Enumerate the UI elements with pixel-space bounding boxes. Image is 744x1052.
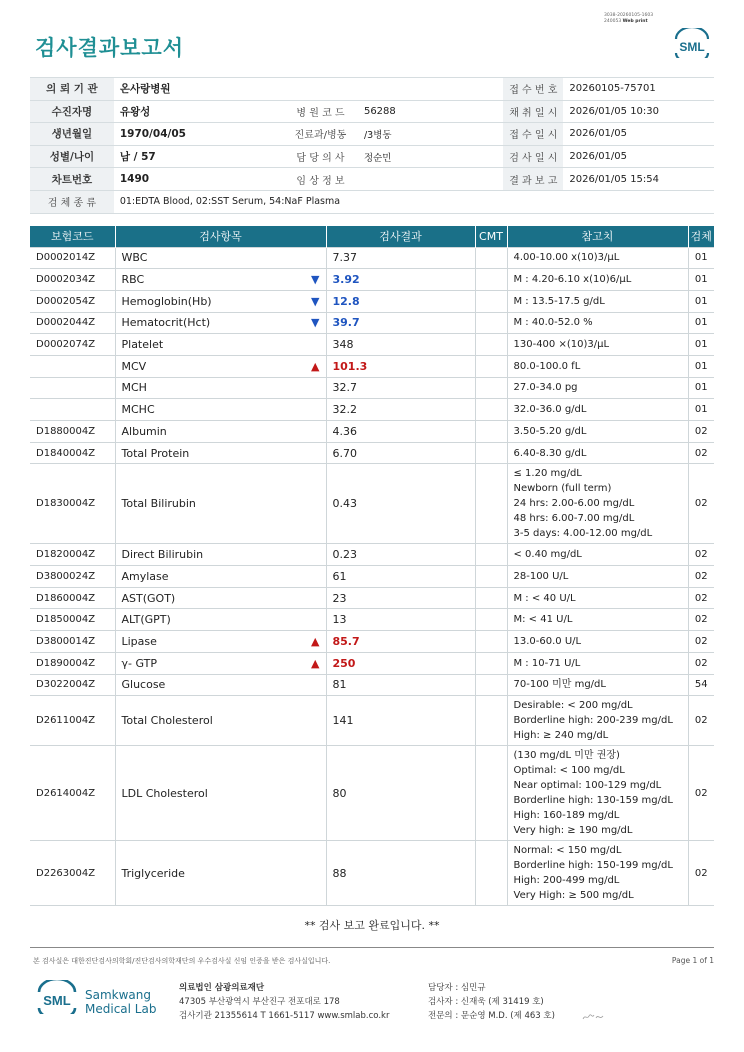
reference-line: 24 hrs: 2.00-6.00 mg/dL bbox=[513, 498, 635, 510]
chart-value: 1490 bbox=[114, 168, 283, 191]
reference-line: Very High: ≥ 500 mg/dL bbox=[513, 890, 634, 902]
insurance-code: D1820004Z bbox=[30, 544, 115, 566]
clinical-label: 임 상 정 보 bbox=[283, 168, 358, 191]
reference-line: 6.40-8.30 g/dL bbox=[513, 447, 587, 459]
test-result bbox=[326, 464, 475, 544]
result-row bbox=[30, 399, 714, 421]
result-value: 61 bbox=[332, 569, 347, 583]
insurance-code: D2263004Z bbox=[30, 841, 115, 906]
reference-line: < 0.40 mg/dL bbox=[513, 549, 582, 561]
reference-line: M : 40.0-52.0 % bbox=[513, 317, 593, 329]
specimen-code: 02 bbox=[688, 841, 714, 906]
result-row bbox=[30, 674, 714, 696]
sexage-value: 남 / 57 bbox=[114, 145, 283, 168]
comment-cell bbox=[475, 269, 507, 291]
insurance-code: D0002034Z bbox=[30, 269, 115, 291]
test-item bbox=[115, 290, 326, 312]
chart-label: 차트번호 bbox=[30, 168, 114, 191]
report-complete-note: ** 검사 보고 완료입니다. ** bbox=[304, 919, 440, 932]
reference-range bbox=[507, 334, 688, 356]
test-name: Direct Bilirubin bbox=[121, 548, 204, 562]
reference-line: 32.0-36.0 g/dL bbox=[513, 404, 587, 416]
result-row bbox=[30, 355, 714, 377]
test-name: Amylase bbox=[121, 569, 169, 583]
test-name: AST(GOT) bbox=[121, 591, 176, 605]
patient-info-table bbox=[30, 77, 714, 214]
result-value: 88 bbox=[332, 866, 347, 880]
test-item bbox=[115, 566, 326, 588]
specimen-code: 02 bbox=[688, 631, 714, 653]
specimen-code: 01 bbox=[688, 334, 714, 356]
test-result bbox=[326, 746, 475, 841]
test-name: RBC bbox=[121, 273, 145, 287]
reference-line: Near optimal: 100-129 mg/dL bbox=[513, 780, 662, 792]
specimen-label: 검 체 종 류 bbox=[30, 190, 114, 213]
reference-line: M : 13.5-17.5 g/dL bbox=[513, 295, 605, 307]
result-row bbox=[30, 652, 714, 674]
reference-line: 27.0-34.0 pg bbox=[513, 382, 578, 394]
comment-cell bbox=[475, 421, 507, 443]
result-row bbox=[30, 290, 714, 312]
reference-range bbox=[507, 631, 688, 653]
comment-cell bbox=[475, 631, 507, 653]
specimen-code: 01 bbox=[688, 377, 714, 399]
result-row bbox=[30, 696, 714, 746]
test-name: Total Protein bbox=[121, 446, 190, 460]
reference-line: 130-400 ×(10)3/μL bbox=[513, 339, 610, 351]
result-value: 4.36 bbox=[332, 424, 357, 438]
reference-range bbox=[507, 247, 688, 269]
result-value: 32.2 bbox=[332, 403, 357, 417]
institution-label: 의 뢰 기 관 bbox=[30, 78, 114, 101]
result-row bbox=[30, 566, 714, 588]
test-result bbox=[326, 377, 475, 399]
result-row bbox=[30, 442, 714, 464]
test-date-label: 검 사 일 시 bbox=[503, 145, 563, 168]
test-name: Lipase bbox=[121, 634, 157, 648]
test-name: LDL Cholesterol bbox=[121, 786, 208, 800]
result-value: 348 bbox=[332, 338, 354, 352]
reference-line: 80.0-100.0 fL bbox=[513, 360, 581, 372]
result-row bbox=[30, 631, 714, 653]
test-result bbox=[326, 631, 475, 653]
reference-line: Borderline high: 150-199 mg/dL bbox=[513, 860, 673, 872]
test-item bbox=[115, 399, 326, 421]
page-number: Page 1 of 1 bbox=[671, 956, 714, 965]
certification-note: 본 검사실은 대한진단검사의학회/진단검사의학재단의 우수검사실 신임 인증을 받은 검사실입니다. bbox=[33, 957, 331, 965]
specimen-code: 02 bbox=[688, 566, 714, 588]
collect-value: 2026/01/05 10:30 bbox=[563, 100, 714, 123]
high-flag-icon: ▲ bbox=[311, 656, 320, 670]
result-value: 7.37 bbox=[332, 251, 357, 265]
test-item bbox=[115, 609, 326, 631]
test-name: Albumin bbox=[121, 424, 167, 438]
reference-range bbox=[507, 290, 688, 312]
test-item bbox=[115, 355, 326, 377]
insurance-code: D3022004Z bbox=[30, 674, 115, 696]
test-result bbox=[326, 674, 475, 696]
reference-line: (130 mg/dL 미만 권장) bbox=[513, 750, 620, 762]
test-result bbox=[326, 290, 475, 312]
reference-range bbox=[507, 442, 688, 464]
low-flag-icon: ▼ bbox=[311, 316, 320, 330]
reference-line: High: 200-499 mg/dL bbox=[513, 875, 620, 887]
specimen-code: 02 bbox=[688, 609, 714, 631]
doctor-value: 정순민 bbox=[358, 145, 483, 168]
result-value: 141 bbox=[332, 714, 354, 728]
reference-range bbox=[507, 355, 688, 377]
insurance-code: D3800014Z bbox=[30, 631, 115, 653]
reference-line: 13.0-60.0 U/L bbox=[513, 635, 582, 647]
test-result bbox=[326, 399, 475, 421]
insurance-code: D2611004Z bbox=[30, 696, 115, 746]
dob-value: 1970/04/05 bbox=[114, 123, 283, 146]
header-ref: 참고치 bbox=[507, 226, 688, 247]
reference-range bbox=[507, 696, 688, 746]
reference-range bbox=[507, 746, 688, 841]
sml-logo bbox=[672, 28, 712, 58]
test-item bbox=[115, 587, 326, 609]
reference-line: 48 hrs: 6.00-7.00 mg/dL bbox=[513, 513, 635, 525]
header-result: 검사결과 bbox=[326, 226, 475, 247]
name-value: 유왕성 bbox=[114, 100, 283, 123]
sexage-label: 성별/나이 bbox=[30, 145, 114, 168]
test-item bbox=[115, 334, 326, 356]
specimen-code: 02 bbox=[688, 421, 714, 443]
specimen-code: 02 bbox=[688, 544, 714, 566]
specimen-code: 02 bbox=[688, 696, 714, 746]
insurance-code: D1850004Z bbox=[30, 609, 115, 631]
collect-label: 채 취 일 시 bbox=[503, 100, 563, 123]
comment-cell bbox=[475, 841, 507, 906]
specimen-code: 54 bbox=[688, 674, 714, 696]
test-name: MCH bbox=[121, 381, 147, 395]
comment-cell bbox=[475, 674, 507, 696]
specimen-code: 01 bbox=[688, 290, 714, 312]
reference-range bbox=[507, 652, 688, 674]
result-value: 80 bbox=[332, 786, 347, 800]
comment-cell bbox=[475, 399, 507, 421]
receipt-date-value: 2026/01/05 bbox=[563, 123, 714, 146]
result-value: 39.7 bbox=[332, 316, 360, 330]
result-value: 0.23 bbox=[332, 548, 357, 562]
test-result bbox=[326, 841, 475, 906]
comment-cell bbox=[475, 544, 507, 566]
insurance-code: D2614004Z bbox=[30, 746, 115, 841]
specimen-value: 01:EDTA Blood, 02:SST Serum, 54:NaF Plasma bbox=[114, 190, 714, 213]
specimen-code: 01 bbox=[688, 269, 714, 291]
test-result bbox=[326, 609, 475, 631]
specimen-code: 02 bbox=[688, 652, 714, 674]
results-table bbox=[30, 226, 714, 906]
comment-cell bbox=[475, 566, 507, 588]
test-item bbox=[115, 696, 326, 746]
test-name: Total Bilirubin bbox=[121, 497, 196, 511]
dept-value: /3병동 bbox=[358, 123, 483, 146]
result-value: 6.70 bbox=[332, 446, 357, 460]
reference-line: Desirable: < 200 mg/dL bbox=[513, 700, 633, 712]
result-value: 250 bbox=[332, 656, 356, 670]
low-flag-icon: ▼ bbox=[311, 294, 320, 308]
reference-line: 70-100 미만 mg/dL bbox=[513, 679, 606, 691]
header-cmt: CMT bbox=[475, 226, 507, 247]
test-name: Total Cholesterol bbox=[121, 714, 213, 728]
organization-info: 의료법인 삼광의료재단 47305 부산광역시 부산진구 전포대로 178 검사기관 21355614 T 1661-5117 www.smlab.co.kr bbox=[179, 983, 390, 1021]
result-value: 23 bbox=[332, 591, 347, 605]
high-flag-icon: ▲ bbox=[311, 359, 320, 373]
comment-cell bbox=[475, 442, 507, 464]
reference-range bbox=[507, 421, 688, 443]
test-item bbox=[115, 247, 326, 269]
result-value: 85.7 bbox=[332, 634, 360, 648]
comment-cell bbox=[475, 247, 507, 269]
test-result bbox=[326, 652, 475, 674]
insurance-code: D1830004Z bbox=[30, 464, 115, 544]
comment-cell bbox=[475, 312, 507, 334]
test-result bbox=[326, 544, 475, 566]
test-item bbox=[115, 312, 326, 334]
receipt-no-value: 20260105-75701 bbox=[563, 78, 714, 101]
insurance-code: D1890004Z bbox=[30, 652, 115, 674]
test-item bbox=[115, 674, 326, 696]
staff-info: 담당자 : 심민규 검사자 : 신재욱 (제 31419 호) 전문의 : 문순영 M.D. (제 463 호) bbox=[428, 983, 555, 1021]
page-title: 검사결과보고서 bbox=[35, 36, 185, 60]
specimen-code: 02 bbox=[688, 746, 714, 841]
institution-value: 온사랑병원 bbox=[114, 78, 483, 101]
reference-range bbox=[507, 399, 688, 421]
reference-range bbox=[507, 377, 688, 399]
test-name: WBC bbox=[121, 251, 148, 265]
header-spec: 검체 bbox=[688, 226, 714, 247]
insurance-code: D0002054Z bbox=[30, 290, 115, 312]
specimen-code: 01 bbox=[688, 247, 714, 269]
receipt-date-label: 접 수 일 시 bbox=[503, 123, 563, 146]
result-row bbox=[30, 841, 714, 906]
reference-line: 4.00-10.00 x(10)3/μL bbox=[513, 252, 620, 264]
insurance-code bbox=[30, 355, 115, 377]
low-flag-icon: ▼ bbox=[311, 273, 320, 287]
lab-name-logo: Samkwang Medical Lab bbox=[85, 988, 157, 1016]
reference-line: M : 4.20-6.10 x(10)6/μL bbox=[513, 274, 632, 286]
test-result bbox=[326, 355, 475, 377]
reference-line: M: < 41 U/L bbox=[513, 614, 573, 626]
reference-line: 3.50-5.20 g/dL bbox=[513, 425, 587, 437]
comment-cell bbox=[475, 377, 507, 399]
hospital-code-value: 56288 bbox=[358, 100, 483, 123]
result-row bbox=[30, 587, 714, 609]
result-row bbox=[30, 609, 714, 631]
result-row bbox=[30, 247, 714, 269]
reference-range bbox=[507, 587, 688, 609]
reference-line: M : < 40 U/L bbox=[513, 592, 576, 604]
insurance-code: D1880004Z bbox=[30, 421, 115, 443]
comment-cell bbox=[475, 652, 507, 674]
svg-text:SML: SML bbox=[43, 993, 71, 1008]
specimen-code: 02 bbox=[688, 442, 714, 464]
reference-range bbox=[507, 609, 688, 631]
comment-cell bbox=[475, 587, 507, 609]
result-row bbox=[30, 464, 714, 544]
reference-range bbox=[507, 464, 688, 544]
signature bbox=[581, 1012, 607, 1022]
test-name: Hemoglobin(Hb) bbox=[121, 294, 212, 308]
insurance-code: D1840004Z bbox=[30, 442, 115, 464]
insurance-code bbox=[30, 377, 115, 399]
result-value: 12.8 bbox=[332, 294, 360, 308]
test-item bbox=[115, 377, 326, 399]
reference-range bbox=[507, 674, 688, 696]
test-item bbox=[115, 746, 326, 841]
result-row bbox=[30, 269, 714, 291]
reference-line: ≤ 1.20 mg/dL bbox=[513, 468, 582, 480]
test-item bbox=[115, 544, 326, 566]
comment-cell bbox=[475, 334, 507, 356]
reference-range bbox=[507, 312, 688, 334]
insurance-code: D0002074Z bbox=[30, 334, 115, 356]
specimen-code: 02 bbox=[688, 587, 714, 609]
test-item bbox=[115, 421, 326, 443]
test-name: Hematocrit(Hct) bbox=[121, 316, 211, 330]
reference-line: M : 10-71 U/L bbox=[513, 657, 581, 669]
result-row bbox=[30, 544, 714, 566]
test-item bbox=[115, 631, 326, 653]
sml-footer-logo bbox=[35, 980, 79, 1014]
test-item bbox=[115, 652, 326, 674]
reference-line: 28-100 U/L bbox=[513, 570, 569, 582]
specimen-code: 01 bbox=[688, 312, 714, 334]
result-value: 0.43 bbox=[332, 497, 357, 511]
comment-cell bbox=[475, 290, 507, 312]
result-value: 81 bbox=[332, 678, 347, 692]
document-number: 3038-20260105-1603 240053 Web print bbox=[604, 13, 654, 24]
test-item bbox=[115, 464, 326, 544]
header-code: 보험코드 bbox=[30, 226, 115, 247]
clinical-value bbox=[358, 168, 483, 191]
insurance-code: D1860004Z bbox=[30, 587, 115, 609]
insurance-code bbox=[30, 399, 115, 421]
reference-line: High: 160-189 mg/dL bbox=[513, 810, 620, 822]
reference-line: High: ≥ 240 mg/dL bbox=[513, 730, 609, 742]
reference-range bbox=[507, 269, 688, 291]
reference-line: Newborn (full term) bbox=[513, 483, 612, 495]
specimen-code: 01 bbox=[688, 399, 714, 421]
test-name: MCV bbox=[121, 359, 147, 373]
dept-label: 진료과/병동 bbox=[283, 123, 358, 146]
high-flag-icon: ▲ bbox=[311, 634, 320, 648]
svg-text:SML: SML bbox=[679, 40, 705, 54]
test-result bbox=[326, 312, 475, 334]
comment-cell bbox=[475, 355, 507, 377]
name-label: 수진자명 bbox=[30, 100, 114, 123]
test-item bbox=[115, 269, 326, 291]
dob-label: 생년월일 bbox=[30, 123, 114, 146]
test-name: MCHC bbox=[121, 403, 155, 417]
test-date-value: 2026/01/05 bbox=[563, 145, 714, 168]
specimen-code: 01 bbox=[688, 355, 714, 377]
result-row bbox=[30, 746, 714, 841]
test-item bbox=[115, 841, 326, 906]
test-result bbox=[326, 696, 475, 746]
result-row bbox=[30, 334, 714, 356]
specimen-code: 02 bbox=[688, 464, 714, 544]
test-name: ALT(GPT) bbox=[121, 613, 171, 627]
test-result bbox=[326, 442, 475, 464]
reference-line: Borderline high: 130-159 mg/dL bbox=[513, 795, 673, 807]
report-label: 결 과 보 고 bbox=[503, 168, 563, 191]
reference-range bbox=[507, 841, 688, 906]
result-value: 101.3 bbox=[332, 359, 368, 373]
test-name: Platelet bbox=[121, 338, 164, 352]
reference-line: 3-5 days: 4.00-12.00 mg/dL bbox=[513, 528, 653, 540]
reference-range bbox=[507, 566, 688, 588]
footer-divider bbox=[30, 947, 714, 948]
header-item: 검사항목 bbox=[115, 226, 326, 247]
result-row bbox=[30, 377, 714, 399]
comment-cell bbox=[475, 464, 507, 544]
reference-line: Optimal: < 100 mg/dL bbox=[513, 765, 625, 777]
test-name: Glucose bbox=[121, 678, 166, 692]
test-result bbox=[326, 334, 475, 356]
result-value: 3.92 bbox=[332, 273, 360, 287]
result-row bbox=[30, 312, 714, 334]
comment-cell bbox=[475, 696, 507, 746]
insurance-code: D0002014Z bbox=[30, 247, 115, 269]
test-result bbox=[326, 421, 475, 443]
reference-range bbox=[507, 544, 688, 566]
result-row bbox=[30, 421, 714, 443]
comment-cell bbox=[475, 609, 507, 631]
insurance-code: D3800024Z bbox=[30, 566, 115, 588]
reference-line: Very high: ≥ 190 mg/dL bbox=[513, 825, 633, 837]
report-value: 2026/01/05 15:54 bbox=[563, 168, 714, 191]
test-result bbox=[326, 269, 475, 291]
insurance-code: D0002044Z bbox=[30, 312, 115, 334]
reference-line: Normal: < 150 mg/dL bbox=[513, 845, 622, 857]
hospital-code-label: 병 원 코 드 bbox=[283, 100, 358, 123]
result-value: 13 bbox=[332, 613, 347, 627]
test-result bbox=[326, 566, 475, 588]
test-name: Triglyceride bbox=[121, 866, 185, 880]
test-name: γ- GTP bbox=[121, 656, 157, 670]
result-value: 32.7 bbox=[332, 381, 357, 395]
comment-cell bbox=[475, 746, 507, 841]
test-item bbox=[115, 442, 326, 464]
test-result bbox=[326, 247, 475, 269]
reference-line: Borderline high: 200-239 mg/dL bbox=[513, 715, 673, 727]
test-result bbox=[326, 587, 475, 609]
doctor-label: 담 당 의 사 bbox=[283, 145, 358, 168]
receipt-no-label: 접 수 번 호 bbox=[503, 78, 563, 101]
